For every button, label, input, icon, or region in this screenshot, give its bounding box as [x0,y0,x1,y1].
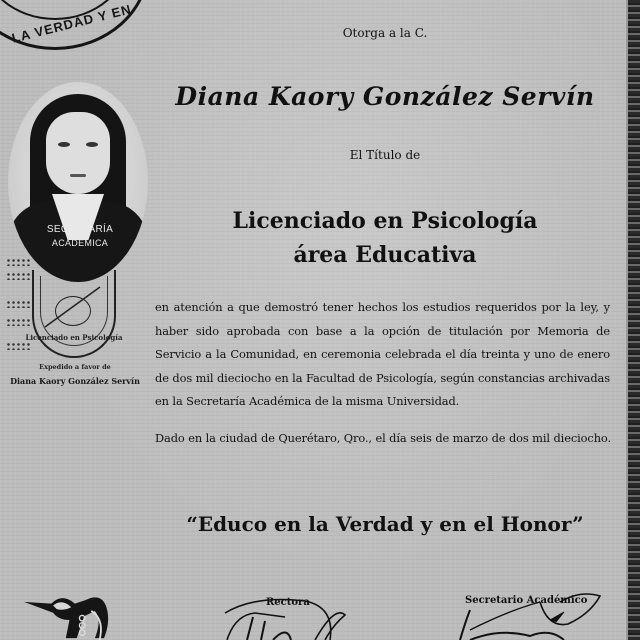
degree-title [150,204,620,272]
title-intro: El Título de [349,148,421,162]
photo-face [46,112,110,194]
photo-stamp-line-1: SECRETARÍA [46,224,114,235]
herald-emblem-icon [24,590,124,640]
decorative-border [626,0,640,640]
eye-icon [86,142,98,147]
mouth-shape [70,174,86,177]
degree-line-1: Licenciado en Psicología [232,208,538,234]
issued-to-label: Expedido a favor de [39,363,111,371]
recipient-name: Diana Kaory González Servín [175,82,595,111]
secretario-signature [440,590,610,640]
signature-label-secretario: Secretario Académico [465,595,588,606]
signature-label-rectora: Rectora [266,597,310,608]
issue-place-date: Dado en la ciudad de Querétaro, Qro., el día seis de marzo de dos mil dieciocho. [155,431,612,445]
perforation-dots [6,258,30,266]
body-paragraph: en atención a que demostró tener hechos los estudios requeridos por la ley, y haber sido aprobada con base a la opción de titulación por Memoria de Servicio a la Comunidad, en ceremonia celebrada el día treinta y uno de enero de dos mil dieciocho en la Facultad de Psicología, según constancias archivadas en la Secretaría Académica de la misma Universidad. [155,300,610,408]
photo-stamp-line-2: ACADÉMICA [51,238,109,248]
perforation-dots [6,272,30,280]
rectora-signature [215,595,375,640]
degree-line-2: área Educativa [293,242,477,268]
seal-motto-text: LA VERDAD Y EN [10,1,134,46]
eye-icon [58,142,70,147]
perforation-dots [6,300,30,308]
university-motto: “Educo en la Verdad y en el Honor” [186,512,584,536]
grant-line: Otorga a la C. [342,26,428,40]
issued-to-name: Diana Kaory González Servín [10,376,140,386]
perforation-dots [6,342,30,350]
recipient-photo [8,82,148,282]
shield-diagonal-line [40,282,110,332]
shield-label: Licenciado en Psicología [25,333,123,342]
perforation-dots [6,318,30,326]
